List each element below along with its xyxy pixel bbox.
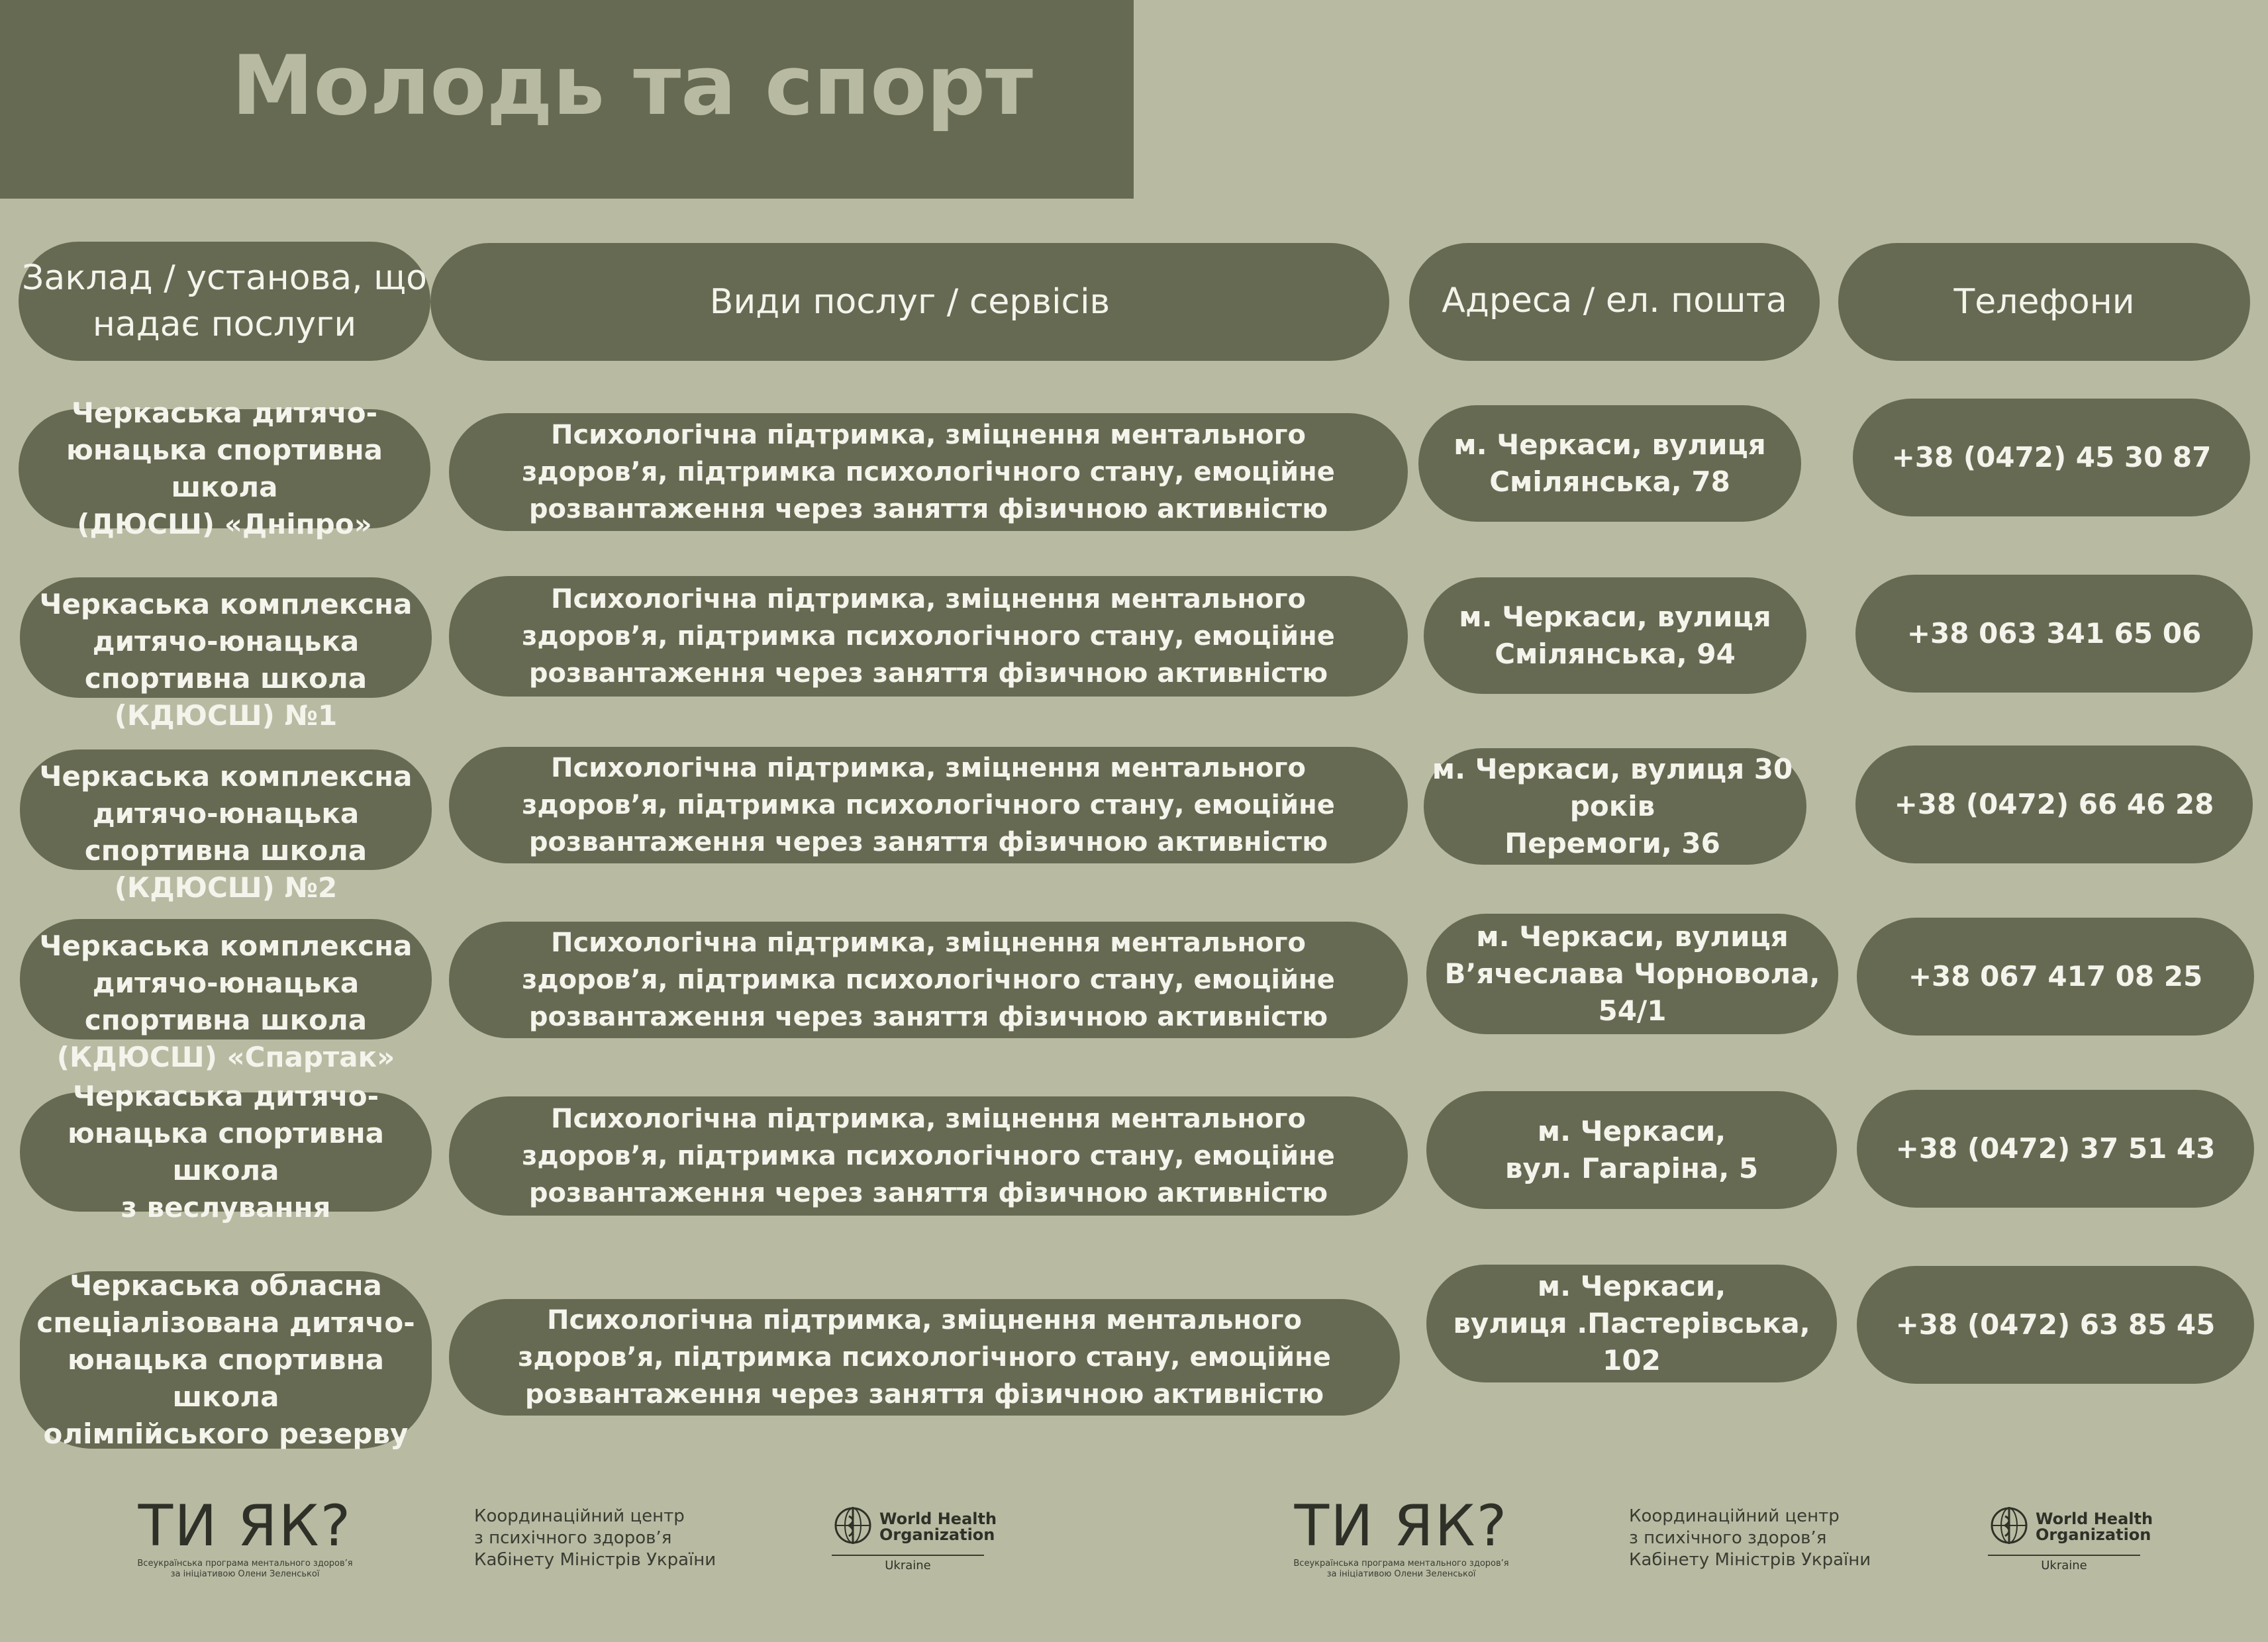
row-5-institution-text: Черкаська дитячо- юнацька спортивна школа з веслування [68, 1080, 384, 1224]
row-2-services-text: Психологічна підтримка, зміцнення ментального здоров’я, підтримка психологічного стану, емоційне розвантаження через заняття фізичною активністю [522, 584, 1335, 689]
row-3-address [1424, 748, 1806, 865]
row-1-institution [19, 397, 430, 540]
row-3-institution-text: Черкаська комплексна дитячо-юнацька спортивна школа (КДЮСШ) №2 [39, 760, 413, 904]
row-6-phone [1857, 1266, 2254, 1384]
tiyak-logo-2 [1282, 1493, 1520, 1580]
row-1-services [449, 413, 1408, 531]
header-services [430, 243, 1389, 361]
header-services-label: Види послуг / сервісів [709, 282, 1110, 322]
row-2-institution [20, 577, 432, 732]
tiyak-wordmark: ТИ ЯК? [1294, 1493, 1508, 1559]
header-phones [1838, 243, 2250, 361]
row-5-institution [20, 1080, 432, 1224]
row-2-address-text: м. Черкаси, вулиця Смілянська, 94 [1459, 601, 1771, 670]
tiyak-tagline: Всеукраїнська програма ментального здоров’я за ініціативою Олени Зеленської [137, 1559, 353, 1579]
page-title: Молодь та спорт [232, 38, 1034, 134]
who-logo-1 [832, 1504, 997, 1572]
row-5-address [1426, 1091, 1837, 1209]
row-1-services-text: Психологічна підтримка, зміцнення ментального здоров’я, підтримка психологічного стану, емоційне розвантаження через заняття фізичною активністю [522, 420, 1335, 524]
who-name: World Health Organization [2036, 1510, 2153, 1544]
who-country: Ukraine [885, 1559, 931, 1572]
row-4-services-text: Психологічна підтримка, зміцнення ментального здоров’я, підтримка психологічного стану, емоційне розвантаження через заняття фізичною активністю [522, 928, 1335, 1032]
row-3-phone-text: +38 (0472) 66 46 28 [1894, 788, 2214, 820]
row-6-address-text: м. Черкаси, вулиця .Пастерівська, 102 [1453, 1270, 1810, 1376]
header-institution [19, 242, 430, 361]
row-5-phone [1857, 1090, 2254, 1208]
who-divider [1988, 1555, 2140, 1556]
row-2-phone-text: +38 063 341 65 06 [1906, 617, 2202, 650]
header-phones-label: Телефони [1953, 282, 2135, 322]
row-2-phone [1855, 575, 2253, 693]
row-1-phone-text: +38 (0472) 45 30 87 [1891, 441, 2212, 473]
row-5-address-text: м. Черкаси, вул. Гагаріна, 5 [1504, 1115, 1759, 1184]
tiyak-wordmark: ТИ ЯК? [138, 1493, 352, 1559]
who-emblem-icon [1988, 1504, 2030, 1549]
row-4-phone-text: +38 067 417 08 25 [1908, 960, 2203, 992]
row-6-institution-text: Черкаська обласна спеціалізована дитячо- юнацька спортивна школа олімпійського резерву [36, 1269, 415, 1450]
row-4-address [1426, 914, 1838, 1034]
row-4-institution [20, 919, 432, 1073]
row-6-services [449, 1299, 1400, 1416]
row-4-phone [1857, 918, 2254, 1036]
coordination-center-text-1: Координаційний центр з психічного здоров’я Кабінету Міністрів України [474, 1506, 716, 1570]
row-3-services [449, 747, 1408, 863]
who-logo-2 [1988, 1504, 2153, 1572]
row-3-institution [20, 749, 432, 904]
who-emblem-icon [832, 1504, 874, 1549]
row-4-institution-text: Черкаська комплексна дитячо-юнацька спортивна школа (КДЮСШ) «Спартак» [39, 930, 413, 1073]
row-6-institution [20, 1271, 432, 1449]
row-1-phone [1853, 399, 2250, 516]
row-2-address [1424, 577, 1806, 694]
header-address-label: Адреса / ел. пошта [1442, 281, 1787, 320]
row-1-address [1418, 405, 1801, 522]
who-divider [832, 1555, 984, 1556]
who-name: World Health Organization [879, 1510, 997, 1544]
row-3-services-text: Психологічна підтримка, зміцнення ментального здоров’я, підтримка психологічного стану, емоційне розвантаження через заняття фізичною активністю [522, 753, 1335, 857]
title-banner [0, 0, 1134, 199]
row-6-services-text: Психологічна підтримка, зміцнення ментального здоров’я, підтримка психологічного стану, емоційне розвантаження через заняття фізичною активністю [518, 1305, 1331, 1410]
row-5-services [449, 1096, 1408, 1216]
row-2-institution-text: Черкаська комплексна дитячо-юнацька спортивна школа (КДЮСШ) №1 [39, 588, 413, 732]
row-5-phone-text: +38 (0472) 37 51 43 [1895, 1132, 2216, 1165]
tiyak-logo-1 [126, 1493, 364, 1580]
tiyak-tagline: Всеукраїнська програма ментального здоров’я за ініціативою Олени Зеленської [1293, 1559, 1509, 1579]
who-country: Ukraine [2041, 1559, 2087, 1572]
row-1-address-text: м. Черкаси, вулиця Смілянська, 78 [1454, 428, 1766, 498]
row-4-address-text: м. Черкаси, вулиця В’ячеслава Чорновола, 54/1 [1444, 920, 1820, 1027]
row-3-phone [1855, 746, 2253, 863]
row-3-address-text: м. Черкаси, вулиця 30 років Перемоги, 36 [1432, 753, 1793, 859]
row-6-phone-text: +38 (0472) 63 85 45 [1895, 1308, 2216, 1341]
header-institution-label: Заклад / установа, що надає послуги [22, 258, 427, 344]
row-6-address [1426, 1265, 1837, 1382]
row-2-services [449, 576, 1408, 697]
row-5-services-text: Психологічна підтримка, зміцнення ментального здоров’я, підтримка психологічного стану, емоційне розвантаження через заняття фізичною активністю [522, 1104, 1335, 1208]
row-4-services [449, 922, 1408, 1038]
header-address [1409, 243, 1820, 361]
coordination-center-text-2: Координаційний центр з психічного здоров’я Кабінету Міністрів України [1629, 1506, 1871, 1570]
row-1-institution-text: Черкаська дитячо- юнацька спортивна школа (ДЮСШ) «Дніпро» [66, 397, 383, 540]
